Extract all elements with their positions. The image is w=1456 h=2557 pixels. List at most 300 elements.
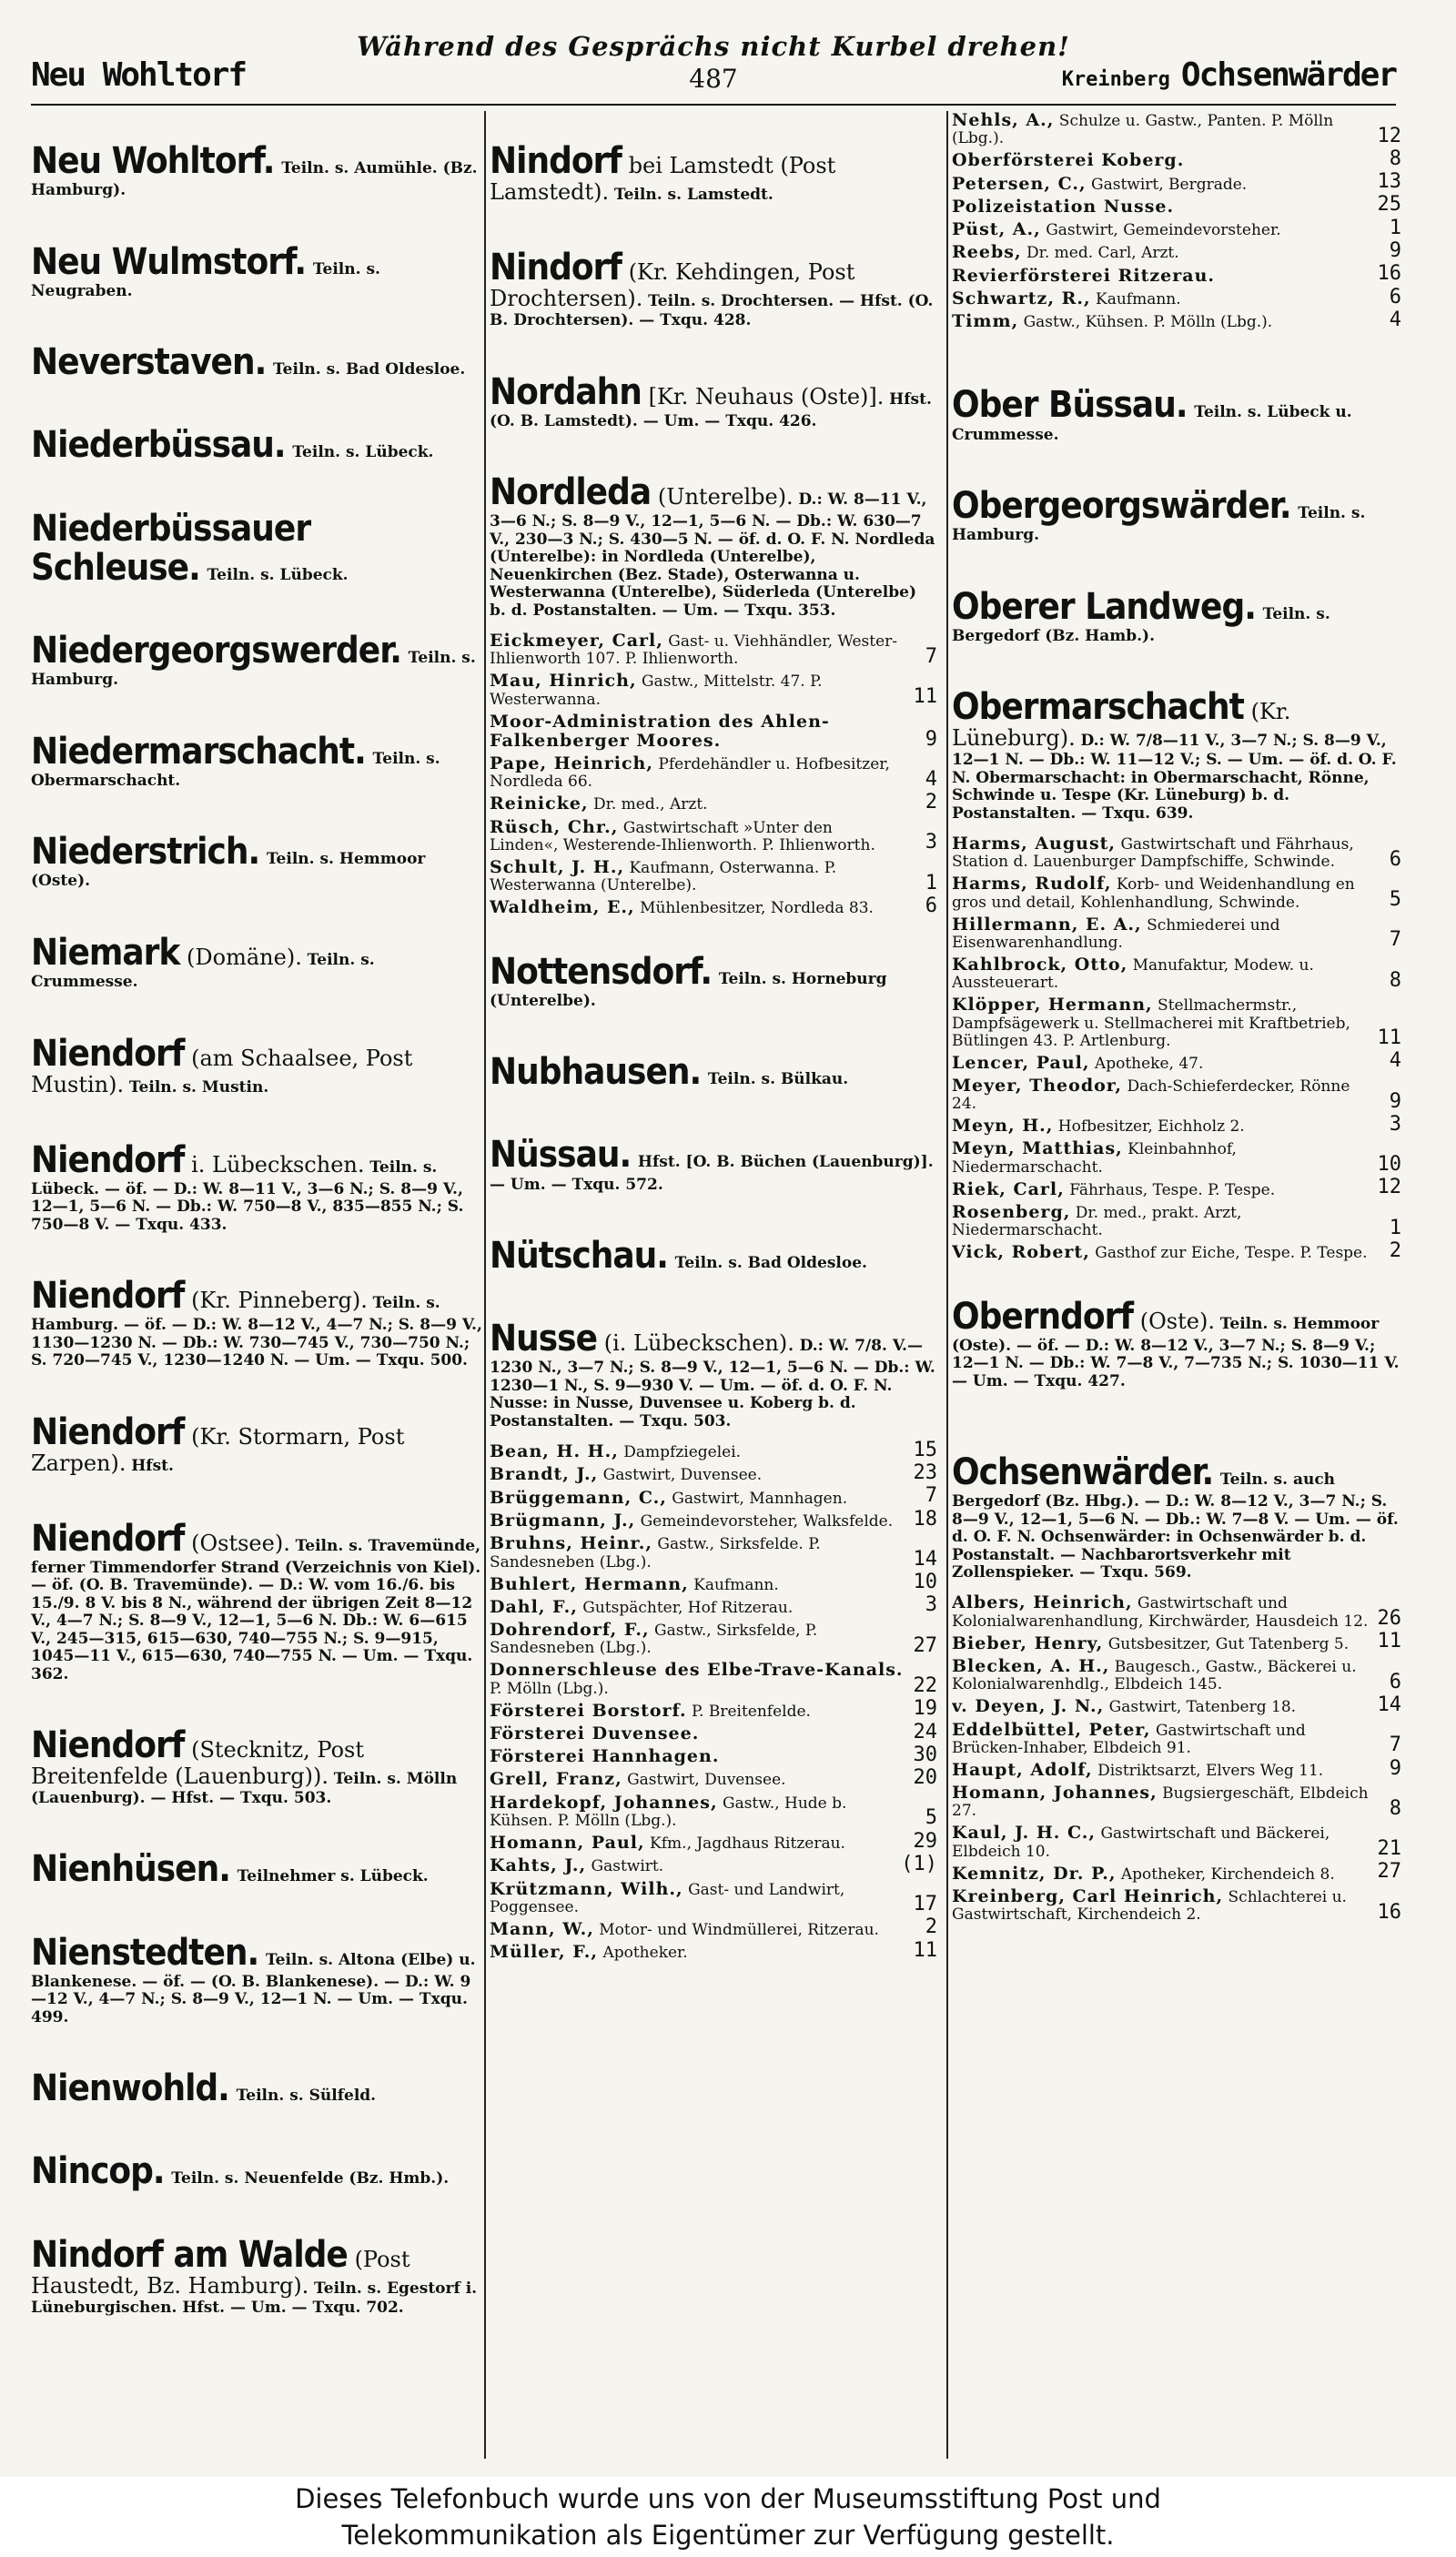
subscriber-name: Pape, Heinrich,	[490, 753, 653, 774]
place-name: Obermarschacht	[952, 686, 1244, 729]
subscriber-entry	[490, 1484, 937, 1508]
spacer	[31, 601, 482, 632]
place-name: Niendorf	[31, 1138, 185, 1181]
footer-notice	[0, 2477, 1456, 2557]
subscriber-details: Gast- u. Viehhändler, Wester-Ihlienworth 107. P. Ihlienworth.	[490, 632, 898, 669]
subscriber-name: Harms, Rudolf,	[952, 874, 1112, 894]
place-details: Teiln. s. Bergedorf (Bz. Hamb.).	[952, 604, 1330, 645]
subscriber-name: Brandt, J.,	[490, 1464, 599, 1485]
subscriber-details: Manufaktur, Modew. u. Aussteuerart.	[952, 956, 1314, 993]
subscriber-entry	[490, 632, 937, 668]
subscriber-entry	[490, 1938, 937, 1963]
place-qualifier: i. Lübeckschen.	[191, 1151, 365, 1177]
subscriber-name: Kreinberg, Carl Heinrich,	[952, 1886, 1224, 1907]
place-entry	[952, 688, 1401, 822]
phone-number: 20	[913, 1766, 937, 1790]
subscriber-name: Polizeistation Nusse.	[952, 196, 1175, 217]
subscriber-entry	[952, 1824, 1401, 1860]
subscriber-entry	[490, 1766, 937, 1790]
phone-number: (1)	[901, 1852, 937, 1875]
subscriber-details: Gastwirt, Bergrade.	[1091, 175, 1248, 194]
place-details: Teiln. s. Lübeck. — öf. — D.: W. 8—11 V., 3—6 N.; S. 8—9 V., 12—1, 5—6 N. — Db.: W. 750—8 V., 835—855 N.; S. 750—8 V. — Txqu. 433.	[31, 1157, 464, 1234]
phone-number: 22	[913, 1674, 937, 1698]
place-details: Teiln. s. Lübeck.	[292, 443, 434, 462]
subscriber-entry	[952, 1203, 1401, 1239]
subscriber-entry	[490, 1571, 937, 1594]
subscriber-name: Vick, Robert,	[952, 1242, 1090, 1263]
subscriber-entry	[490, 1794, 937, 1830]
place-entry	[490, 1237, 937, 1276]
spacer	[31, 2205, 482, 2236]
subscriber-name: Schwartz, R.,	[952, 288, 1091, 308]
place-qualifier: (Oste).	[1139, 1308, 1215, 1334]
subscriber-entry	[952, 216, 1401, 240]
spacer	[31, 1382, 482, 1413]
phone-number: 12	[1377, 1176, 1401, 1199]
phone-number: 13	[1377, 170, 1401, 194]
subscriber-name: Brügmann, J.,	[490, 1510, 636, 1531]
place-details: Hfst.	[131, 1456, 174, 1475]
column-2	[490, 111, 937, 2459]
phone-number: 8	[1389, 147, 1401, 170]
place-details: Teiln. s. Egestorf i. Lüneburgischen. Hfst. — Um. — Txqu. 702.	[31, 2279, 478, 2317]
place-details: Teiln. s. Bad Oldesloe.	[272, 360, 466, 379]
footer-line-2: Telekommunikation als Eigentümer zur Verfügung gestellt.	[341, 2520, 1115, 2551]
place-details: Teiln. s. Obermarschacht.	[31, 749, 440, 790]
subscriber-entry	[952, 834, 1401, 871]
place-details: Teiln. s. Hemmoor (Oste).	[31, 850, 426, 891]
subscriber-name: Donnerschleuse des Elbe-Trave-Kanals.	[490, 1660, 904, 1681]
subscriber-name: Püst, A.,	[952, 219, 1041, 240]
subscriber-name: Lencer, Paul,	[952, 1052, 1090, 1073]
place-entry	[952, 386, 1401, 443]
subscriber-entry	[490, 1720, 937, 1743]
subscriber-details: Gastw., Kühsen. P. Mölln (Lbg.).	[1023, 313, 1273, 332]
spacer	[31, 2121, 482, 2152]
footer-line-1: Dieses Telefonbuch wurde uns von der Museumsstiftung Post und	[295, 2483, 1161, 2514]
subscriber-entry	[490, 1621, 937, 1657]
spacer	[31, 395, 482, 426]
subscriber-details: Dr. med., prakt. Arzt, Niedermarschacht.	[952, 1204, 1242, 1240]
place-details: Teiln. s. Mölln (Lauenburg). — Hfst. — Txqu. 503.	[31, 1770, 458, 1808]
phone-number: 26	[1377, 1607, 1401, 1631]
place-entry	[31, 730, 482, 790]
subscriber-details: Gastwirt, Gemeindevorsteher.	[1046, 221, 1281, 240]
subscriber-details: Gastw., Sirksfelde, P. Sandesneben (Lbg.).	[490, 1622, 818, 1658]
place-entry	[31, 1517, 482, 1683]
place-name: Nindorf am Walde	[31, 2233, 348, 2276]
phone-number: 11	[1377, 1630, 1401, 1653]
place-name: Nindorf	[490, 140, 622, 182]
phone-number: 5	[1389, 888, 1401, 912]
spacer	[31, 312, 482, 343]
subscriber-name: Riek, Carl,	[952, 1178, 1065, 1199]
subscriber-entry	[952, 1593, 1401, 1630]
subscriber-details: Pferdehändler u. Hofbesitzer, Nordleda 66.	[490, 755, 890, 792]
phone-number: 1	[925, 871, 937, 894]
subscriber-entry	[952, 1076, 1401, 1113]
phone-number: 4	[925, 767, 937, 791]
phone-number: 9	[1389, 1756, 1401, 1780]
subscriber-name: Grell, Franz,	[490, 1769, 622, 1790]
subscriber-name: Försterei Hannhagen.	[490, 1746, 720, 1767]
place-entry	[952, 1295, 1401, 1390]
place-name: Niederbüssauer Schleuse.	[31, 507, 311, 589]
subscriber-name: Eickmeyer, Carl,	[490, 631, 663, 652]
place-entry	[490, 248, 937, 329]
phone-number: 15	[913, 1438, 937, 1461]
subscriber-entry	[490, 1852, 937, 1876]
subscriber-details: Gastwirt.	[591, 1857, 664, 1876]
spacer	[952, 1267, 1401, 1298]
subscriber-entry	[952, 1887, 1401, 1924]
subscriber-name: Homann, Johannes,	[952, 1783, 1158, 1804]
place-name: Oberer Landweg.	[952, 585, 1256, 628]
subscriber-entry	[490, 1507, 937, 1531]
phone-number: 6	[1389, 285, 1401, 308]
subscriber-details: Gastwirtschaft »Unter den Linden«, Westerende-Ihlienworth. P. Ihlienworth.	[490, 818, 875, 855]
subscriber-name: Meyn, H.,	[952, 1116, 1054, 1137]
phone-number: 11	[1377, 1026, 1401, 1050]
subscriber-name: Rüsch, Chr.,	[490, 816, 619, 837]
place-details: Teiln. s. Hamburg.	[952, 504, 1366, 545]
place-name: Niendorf	[31, 1275, 185, 1318]
phone-number: 7	[1389, 928, 1401, 952]
subscriber-entry	[952, 262, 1401, 286]
subscriber-entry	[952, 1657, 1401, 1693]
subscriber-name: Reinicke,	[490, 793, 589, 814]
place-entry	[31, 1138, 482, 1234]
phone-number: 7	[925, 1484, 937, 1508]
spacer	[952, 335, 1401, 386]
phone-number: 1	[1389, 216, 1401, 239]
phone-number: 7	[1389, 1733, 1401, 1757]
subscriber-entry	[490, 1743, 937, 1767]
place-name: Nütschau.	[490, 1235, 668, 1278]
place-entry	[31, 833, 482, 890]
place-qualifier: (Unterelbe).	[657, 484, 794, 510]
place-entry	[490, 142, 937, 205]
subscriber-name: Homann, Paul,	[490, 1833, 645, 1854]
place-name: Neu Wulmstorf.	[31, 240, 307, 283]
subscriber-details: Kfm., Jagdhaus Ritzerau.	[650, 1834, 845, 1854]
subscriber-details: Apotheke, 47.	[1094, 1054, 1204, 1073]
place-qualifier: (Kr. Pinneberg).	[191, 1288, 368, 1314]
phone-number: 14	[1377, 1693, 1401, 1716]
subscriber-details: Korb- und Weidenhandlung en gros und detail, Kohlenhandlung, Schwinde.	[952, 875, 1355, 912]
place-entry	[31, 343, 482, 382]
subscriber-details: Gutsbesitzer, Gut Tatenberg 5.	[1107, 1634, 1350, 1653]
spacer	[490, 1105, 937, 1136]
spacer	[31, 1819, 482, 1850]
subscriber-entry	[952, 955, 1401, 992]
subscriber-name: Försterei Borstorf.	[490, 1700, 687, 1721]
subscriber-entry	[952, 1049, 1401, 1073]
place-name: Oberndorf	[952, 1295, 1134, 1338]
phone-number: 27	[913, 1633, 937, 1657]
place-name: Nordahn	[490, 370, 642, 413]
subscriber-name: Kahts, J.,	[490, 1855, 587, 1876]
subscriber-name: Rosenberg,	[952, 1202, 1071, 1223]
header-right-small: Kreinberg	[1061, 68, 1170, 91]
subscriber-name: Haupt, Adolf,	[952, 1759, 1093, 1780]
subscriber-entry	[490, 672, 937, 708]
place-name: Niendorf	[31, 1410, 185, 1453]
phone-number: 4	[1389, 1049, 1401, 1073]
subscriber-name: Bieber, Henry,	[952, 1632, 1104, 1653]
subscriber-entry	[490, 754, 937, 791]
place-qualifier: (Stecknitz, Post Breitenfelde (Lauenburg)).	[31, 1736, 365, 1790]
place-name: Niederstrich.	[31, 831, 260, 874]
place-name: Niedergeorgswerder.	[31, 630, 401, 672]
subscriber-entry	[490, 1915, 937, 1939]
spacer	[31, 479, 482, 510]
place-name: Nienstedten.	[31, 1931, 259, 1974]
subscriber-entry	[490, 1461, 937, 1485]
subscriber-entry	[952, 1112, 1401, 1137]
subscriber-details: Gastwirt, Duvensee.	[627, 1771, 786, 1790]
spacer	[490, 1289, 937, 1319]
place-qualifier: (Kr. Lüneburg).	[952, 699, 1291, 752]
place-entry	[31, 240, 482, 300]
subscriber-details: Gemeindevorsteher, Walksfelde.	[640, 1511, 894, 1531]
place-name: Niemark	[31, 931, 180, 974]
spacer	[31, 1004, 482, 1035]
subscriber-details: Gutspächter, Hof Ritzerau.	[582, 1598, 794, 1617]
subscriber-details: Dr. med., Arzt.	[592, 795, 708, 814]
phone-number: 10	[1377, 1153, 1401, 1177]
phone-number: 11	[913, 685, 937, 709]
header-banner: Während des Gesprächs nicht Kurbel drehen!	[357, 31, 1070, 62]
place-name: Neu Wohltorf.	[31, 140, 275, 182]
place-entry	[31, 2152, 482, 2191]
spacer	[31, 1903, 482, 1934]
place-entry	[31, 507, 482, 589]
place-name: Nienwohld.	[31, 2067, 229, 2110]
phone-number: 25	[1377, 193, 1401, 217]
place-details: Teilnehmer s. Lübeck.	[237, 1867, 429, 1886]
subscriber-name: Revierförsterei Ritzerau.	[952, 265, 1215, 286]
spacer	[952, 657, 1401, 688]
column-divider	[946, 111, 948, 2459]
subscriber-entry	[490, 1593, 937, 1617]
place-name: Nindorf	[490, 247, 622, 289]
spacer	[31, 1489, 482, 1520]
phone-number: 6	[925, 894, 937, 917]
subscriber-name: Harms, August,	[952, 834, 1117, 854]
subscriber-name: Meyer, Theodor,	[952, 1075, 1123, 1096]
phone-number: 18	[913, 1507, 937, 1531]
place-qualifier: (am Schaalsee, Post Mustin).	[31, 1045, 413, 1097]
place-entry	[490, 950, 937, 1010]
subscriber-details: Fährhaus, Tespe. P. Tespe.	[1069, 1180, 1276, 1199]
column-1	[31, 111, 482, 2459]
spacer	[490, 1022, 937, 1053]
place-entry	[952, 585, 1401, 645]
phone-number: 14	[913, 1547, 937, 1571]
phone-number: 3	[925, 831, 937, 854]
subscriber-details: Gastwirt, Tatenberg 18.	[1108, 1698, 1297, 1717]
subscriber-details: Gasthof zur Eiche, Tespe. P. Tespe.	[1095, 1244, 1368, 1263]
subscriber-name: Kemnitz, Dr. P.,	[952, 1863, 1117, 1884]
place-name: Neverstaven.	[31, 341, 267, 384]
subscriber-name: Müller, F.,	[490, 1942, 599, 1963]
subscriber-name: Schult, J. H.,	[490, 857, 625, 878]
subscriber-name: Brüggemann, C.,	[490, 1487, 667, 1508]
phone-number: 1	[1389, 1216, 1401, 1239]
phone-number: 21	[1377, 1837, 1401, 1861]
place-details: Teiln. s. Hamburg. — öf. — D.: W. 8—12 V., 4—7 N.; S. 8—9 V., 1130—1230 N. — Db.: W. 730—745 V., 730—750 N.; S. 720—745 V., 1230—1240 N. — Um. — Txqu. 500.	[31, 1294, 482, 1370]
phone-number: 2	[925, 1915, 937, 1939]
subscriber-name: Mann, W.,	[490, 1918, 594, 1939]
phone-number: 24	[913, 1720, 937, 1743]
subscriber-name: Reebs,	[952, 242, 1022, 263]
subscriber-name: Dahl, F.,	[490, 1596, 578, 1617]
subscriber-name: Dohrendorf, F.,	[490, 1620, 650, 1641]
subscriber-name: Blecken, A. H.,	[952, 1656, 1110, 1677]
subscriber-name: Hardekopf, Johannes,	[490, 1792, 718, 1813]
subscriber-name: Klöpper, Hermann,	[952, 995, 1153, 1016]
subscriber-name: Nehls, A.,	[952, 111, 1055, 130]
phone-number: 9	[1389, 239, 1401, 262]
subscriber-entry	[952, 170, 1401, 194]
place-details: Teiln. s. Hamburg.	[31, 649, 476, 690]
spacer	[31, 903, 482, 934]
subscriber-entry	[952, 285, 1401, 308]
subscriber-entry	[952, 1238, 1401, 1263]
header-right-main: Ochsenwärder	[1180, 56, 1396, 94]
subscriber-details: Gastwirtschaft und Brücken-Inhaber, Elbdeich 91.	[952, 1721, 1306, 1757]
place-name: Nottensdorf.	[490, 950, 713, 993]
phone-number: 16	[1377, 1900, 1401, 1924]
spacer	[31, 212, 482, 243]
subscriber-details: Dr. med. Carl, Arzt.	[1026, 244, 1179, 263]
subscriber-name: Krützmann, Wilh.,	[490, 1878, 683, 1899]
place-details: Teiln. s. Neugraben.	[31, 259, 380, 300]
subscriber-details: Baugesch., Gastw., Bäckerei u. Kolonialwarenhdlg., Elbdeich 145.	[952, 1658, 1357, 1694]
subscriber-details: Gast- und Landwirt, Poggensee.	[490, 1880, 845, 1916]
phone-number: 11	[913, 1938, 937, 1962]
place-details: Teiln. s. Sülfeld.	[236, 2087, 377, 2106]
place-entry	[31, 931, 482, 992]
place-name: Nusse	[490, 1318, 598, 1360]
place-entry	[31, 2069, 482, 2108]
place-entry	[952, 487, 1401, 544]
subscriber-details: Schlachterei u. Gastwirtschaft, Kirchendeich 2.	[952, 1888, 1347, 1925]
place-name: Nubhausen.	[490, 1051, 702, 1094]
place-qualifier: (Post Haustedt, Bz. Hamburg).	[31, 2246, 410, 2299]
phone-number: 2	[1389, 1238, 1401, 1262]
subscriber-entry	[952, 915, 1401, 952]
phone-number: 23	[913, 1461, 937, 1485]
place-name: Obergeorgswärder.	[952, 485, 1291, 528]
subscriber-name: Waldheim, E.,	[490, 897, 635, 918]
place-qualifier: (i. Lübeckschen).	[603, 1330, 794, 1357]
spacer	[31, 1695, 482, 1726]
place-name: Niendorf	[31, 1517, 185, 1560]
phone-number: 12	[1377, 124, 1401, 147]
subscriber-entry	[952, 874, 1401, 911]
place-name: Ochsenwärder.	[952, 1451, 1214, 1494]
place-qualifier: (Kr. Stormarn, Post Zarpen).	[31, 1423, 405, 1476]
subscriber-entry	[490, 713, 937, 752]
place-name: Nienhüsen.	[31, 1848, 230, 1891]
subscriber-entry	[952, 239, 1401, 263]
subscriber-name: Försterei Duvensee.	[490, 1723, 700, 1743]
place-entry	[490, 1053, 937, 1092]
subscriber-entry	[952, 1721, 1401, 1757]
place-entry	[31, 142, 482, 199]
spacer	[31, 111, 482, 142]
subscriber-entry	[952, 1784, 1401, 1820]
subscriber-details: Schulze u. Gastw., Panten. P. Mölln (Lbg.).	[952, 112, 1334, 148]
place-entry	[490, 370, 937, 430]
spacer	[31, 2038, 482, 2069]
place-entry	[490, 1136, 937, 1193]
subscriber-details: Gastwirtschaft und Fährhaus, Station d. Lauenburger Dampfschiffe, Schwinde.	[952, 835, 1354, 872]
subscriber-name: Petersen, C.,	[952, 173, 1087, 194]
place-details: Teiln. s. Travemünde, ferner Timmendorfer Strand (Verzeichnis von Kiel). — öf. (O. B. Travemünde). — D.: W. vom 16./6. bis 15./9. 8 V. bis 8 N., während der übrigen Zeit 8—12 V., 4—7 N.; S. 8—9 V., 12—1, 5—6 N. Db.: W. 6—615 V., 245—315, 615—630, 740—755 N.; S. 9—915, 1045—11 V., 615—630, 740—755 N. — Um. — Txqu. 362.	[31, 1536, 481, 1683]
subscriber-name: v. Deyen, J. N.,	[952, 1696, 1105, 1717]
place-name: Niedermarschacht.	[31, 730, 366, 773]
place-name: Niederbüssau.	[31, 424, 286, 467]
subscriber-name: Timm,	[952, 311, 1019, 332]
phone-number: 30	[913, 1743, 937, 1766]
phone-number: 17	[913, 1893, 937, 1916]
subscriber-details: Dach-Schieferdecker, Rönne 24.	[952, 1076, 1350, 1114]
subscriber-entry	[952, 1756, 1401, 1780]
place-entry	[31, 2233, 482, 2317]
phone-number: 6	[1389, 1670, 1401, 1693]
subscriber-details: P. Breitenfelde.	[692, 1702, 811, 1721]
spacer	[490, 217, 937, 248]
place-details: Teiln. s. Lamstedt.	[613, 186, 774, 205]
header-rule	[31, 104, 1396, 106]
place-details: D.: W. 8—11 V., 3—6 N.; S. 8—9 V., 12—1, 5—6 N. — Db.: W. 630—7 V., 230—3 N.; S. 430—5 N. — öf. d. O. F. N. Nordleda (Unterelbe): in Nordleda (Unterelbe), Neuenkirchen (Bez. Stade), Osterwanna u. Westerwanna (Unterelbe), Süderleda (Unterelbe) b. d. Postanstalten. — Um. — Txqu. 353.	[490, 490, 935, 620]
subscriber-name: Kahlbrock, Otto,	[952, 955, 1128, 975]
subscriber-entry	[490, 1661, 937, 1697]
place-entry	[31, 1410, 482, 1476]
spacer	[952, 1402, 1401, 1453]
subscriber-details: Kaufmann, Osterwanna. P. Westerwanna (Unterelbe).	[490, 859, 837, 895]
subscriber-entry	[490, 791, 937, 814]
subscriber-name: Albers, Heinrich,	[952, 1592, 1133, 1613]
place-details: Teiln. s. Neuenfelde (Bz. Hmb.).	[171, 2169, 450, 2188]
phone-number: 6	[1389, 847, 1401, 871]
subscriber-entry	[952, 308, 1401, 332]
phone-number: 3	[925, 1593, 937, 1617]
phone-number: 9	[925, 727, 937, 751]
phone-number: 8	[1389, 968, 1401, 992]
place-details: D.: W. 7/8—11 V., 3—7 N.; S. 8—9 V., 12—1 N. — Db.: W. 11—12 V.; S. — Um. — öf. d. O. F. N. Obermarschacht: in Obermarschacht, Rönne, Schwinde u. Tespe (Kr. Lüneburg) b. d. Postanstalten. — Txqu. 639.	[952, 732, 1397, 823]
place-entry	[31, 1032, 482, 1097]
spacer	[490, 1206, 937, 1237]
place-entry	[31, 426, 482, 465]
subscriber-entry	[952, 111, 1401, 147]
subscriber-entry	[952, 147, 1401, 171]
subscriber-details: Apotheker.	[602, 1944, 688, 1963]
place-details: Hfst. [O. B. Büchen (Lauenburg)]. — Um. — Txqu. 572.	[490, 1153, 934, 1194]
subscriber-details: Gastw., Mittelstr. 47. P. Westerwanna.	[490, 672, 823, 709]
subscriber-entry	[490, 894, 937, 918]
place-details: Teiln. s. Mustin.	[128, 1077, 269, 1097]
subscriber-name: Bean, H. H.,	[490, 1441, 619, 1462]
subscriber-details: P. Mölln (Lbg.).	[490, 1679, 609, 1698]
subscriber-details: Gastwirtschaft und Kolonialwarenhandlung, Kirchwärder, Hausdeich 12.	[952, 1594, 1369, 1631]
phone-number: 4	[1389, 308, 1401, 331]
subscriber-details: Stellmachermstr., Dampfsägewerk u. Stellmacherei mit Kraftbetrieb, Bütlingen 43. P. Artlenburg.	[952, 996, 1350, 1050]
subscriber-details: Kaufmann.	[1096, 289, 1181, 308]
